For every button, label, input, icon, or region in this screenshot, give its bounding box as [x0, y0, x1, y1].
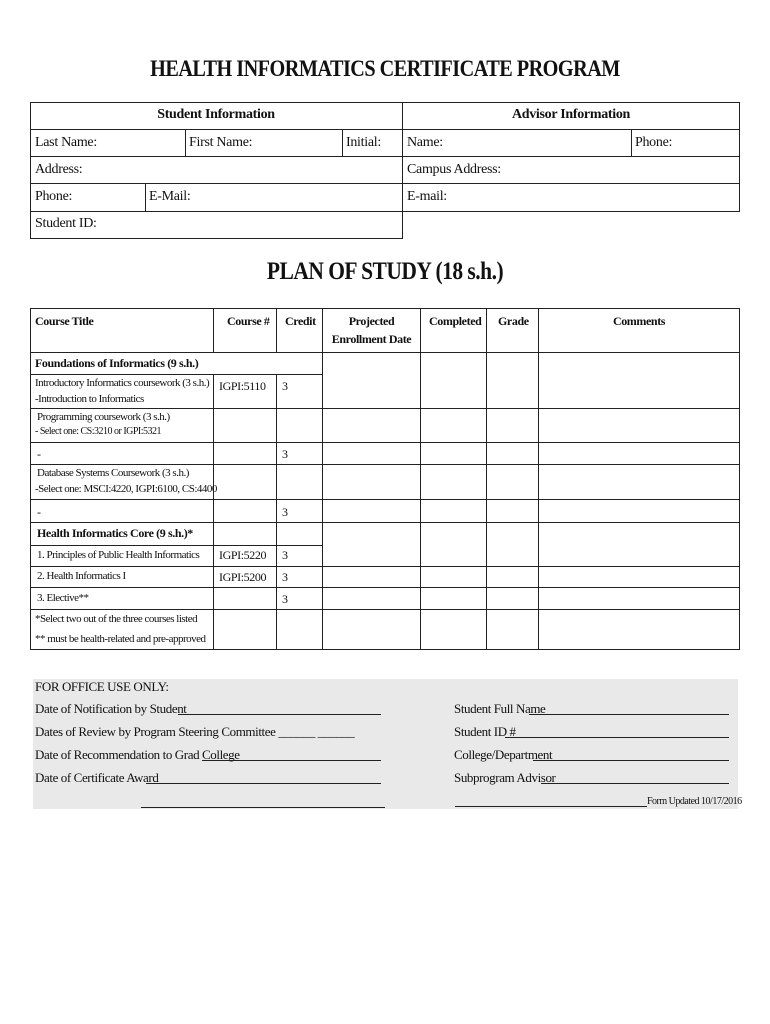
notification-date-line[interactable] [178, 714, 381, 715]
intro-course-credit: 3 [282, 379, 288, 393]
programming-options: - Select one: CS:3210 or IGPI:5321 [35, 426, 162, 437]
advisor-info-header: Advisor Information [511, 107, 631, 122]
footnote-select: *Select two out of the three courses listed [35, 613, 198, 625]
college-department-label: College/Department [454, 747, 553, 762]
first-name-label: First Name: [189, 135, 253, 150]
initial-label: Initial: [346, 135, 381, 150]
header-grade: Grade [498, 314, 529, 328]
address-label: Address: [35, 162, 83, 177]
section-foundations: Foundations of Informatics (9 s.h.) [35, 356, 199, 370]
plan-of-study-title: PLAN OF STUDY (18 s.h.) [266, 258, 504, 285]
review-dates-label: Dates of Review by Program Steering Committee ______ ______ [35, 724, 355, 739]
subprogram-advisor-line[interactable] [541, 783, 729, 784]
office-use-heading: FOR OFFICE USE ONLY: [35, 679, 169, 694]
core-course-1: 1. Principles of Public Health Informatics [37, 549, 200, 561]
database-dash: - [37, 505, 41, 519]
certificate-award-date-label: Date of Certificate Award [35, 770, 159, 785]
certificate-award-date-line[interactable] [146, 783, 381, 784]
signature-line-right[interactable] [455, 806, 647, 807]
intro-course-title: Introductory Informatics coursework (3 s.h.) [35, 377, 210, 389]
college-department-line[interactable] [533, 760, 729, 761]
database-options: -Select one: MSCI:4220, IGPI:6100, CS:4400 [35, 483, 217, 495]
email-label: E-Mail: [149, 189, 191, 204]
last-name-label: Last Name: [35, 135, 97, 150]
office-use-panel [33, 679, 742, 809]
core-course-1-number: IGPI:5220 [219, 548, 267, 562]
core-course-3-credit: 3 [282, 592, 288, 606]
student-info-header: Student Information [157, 107, 275, 122]
header-course-title: Course Title [35, 314, 94, 328]
database-credit: 3 [282, 505, 288, 519]
form-title: HEALTH INFORMATICS CERTIFICATE PROGRAM [150, 56, 620, 81]
header-projected: Projected [348, 314, 395, 328]
header-comments: Comments [612, 314, 666, 328]
student-id-number-label: Student ID # [454, 724, 516, 739]
intro-course-subtitle: -Introduction to Informatics [35, 393, 144, 405]
database-title: Database Systems Coursework (3 s.h.) [37, 467, 189, 479]
advisor-name-label: Name: [407, 135, 443, 150]
subprogram-advisor-label: Subprogram Advisor [454, 770, 556, 785]
header-course-number: Course # [227, 314, 270, 328]
student-id-label: Student ID: [35, 216, 97, 231]
form-updated-date: Form Updated 10/17/2016 [647, 796, 742, 807]
student-full-name-label: Student Full Name [454, 701, 546, 716]
core-course-2: 2. Health Informatics I [37, 570, 126, 582]
campus-address-label: Campus Address: [407, 162, 501, 177]
programming-title: Programming coursework (3 s.h.) [37, 411, 170, 423]
footnote-approved: ** must be health-related and pre-approved [35, 633, 206, 645]
programming-dash: - [37, 447, 41, 461]
header-enrollment-date: Enrollment Date [331, 332, 412, 346]
advisor-phone-label: Phone: [635, 135, 673, 150]
intro-course-number: IGPI:5110 [219, 379, 266, 393]
core-course-3: 3. Elective** [37, 592, 89, 604]
phone-label: Phone: [35, 189, 73, 204]
notification-date-label: Date of Notification by Student [35, 701, 187, 716]
recommendation-date-line[interactable] [202, 760, 381, 761]
core-course-1-credit: 3 [282, 548, 288, 562]
student-id-number-line[interactable] [505, 737, 729, 738]
advisor-email-label: E-mail: [407, 189, 447, 204]
core-course-2-number: IGPI:5200 [219, 570, 267, 584]
recommendation-date-label: Date of Recommendation to Grad College [35, 747, 240, 762]
header-credit: Credit [285, 314, 316, 328]
signature-line-left[interactable] [141, 807, 385, 808]
core-course-2-credit: 3 [282, 570, 288, 584]
header-completed: Completed [429, 314, 482, 328]
section-core: Health Informatics Core (9 s.h.)* [37, 526, 193, 540]
student-full-name-line[interactable] [529, 714, 729, 715]
programming-credit: 3 [282, 447, 288, 461]
